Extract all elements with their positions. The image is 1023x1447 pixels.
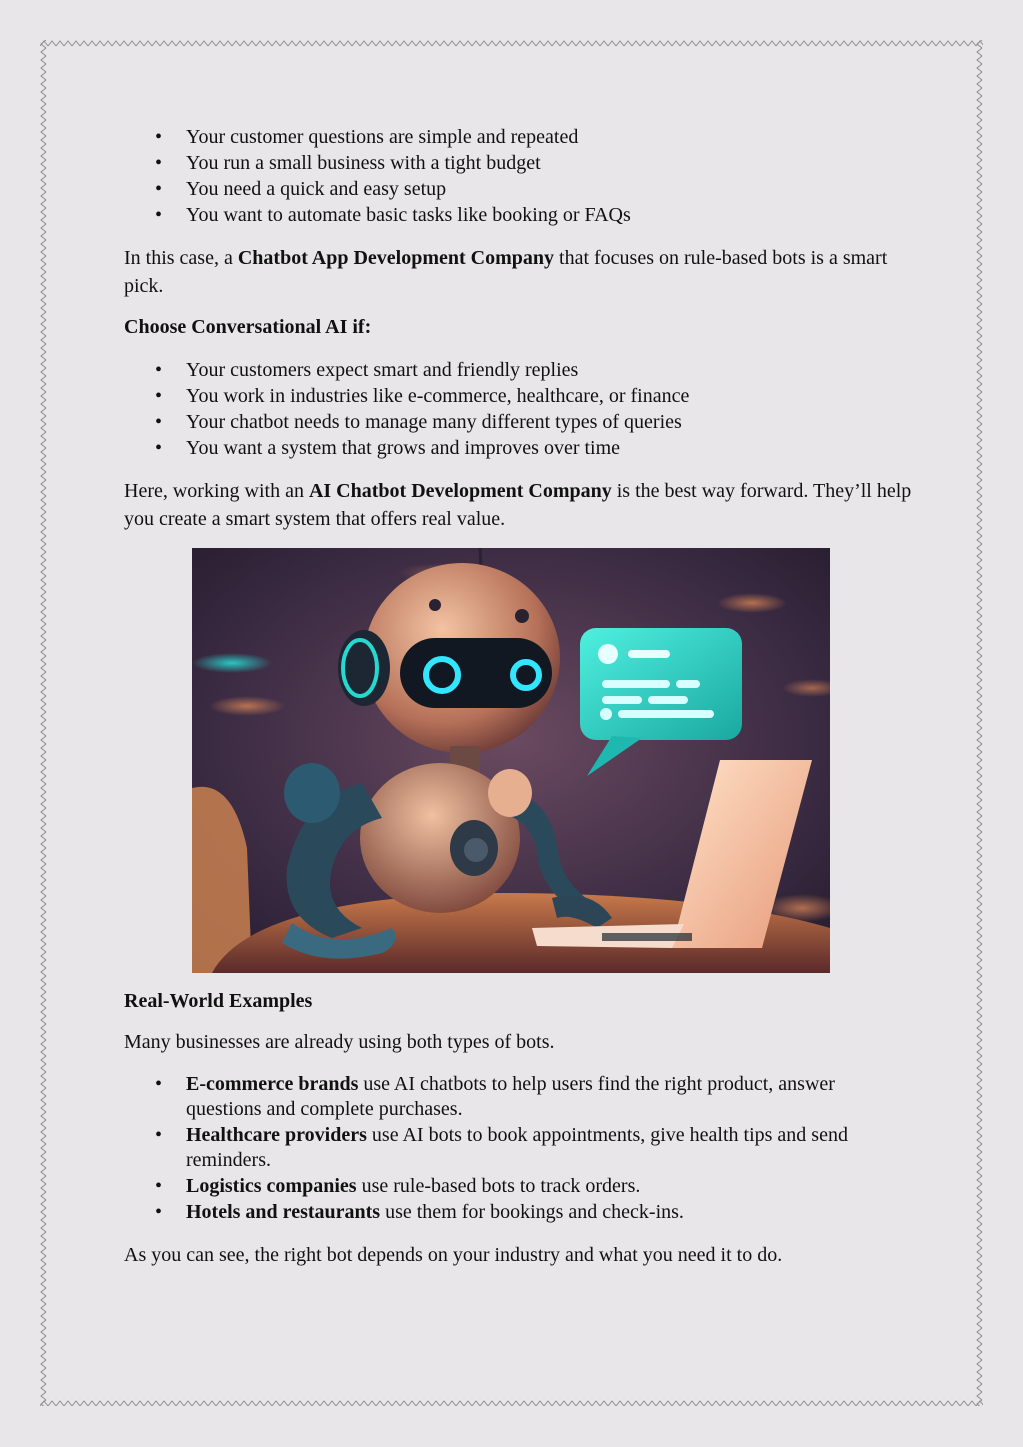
list-item bbox=[124, 1123, 914, 1173]
list-item: • You run a small business with a tight budget bbox=[124, 150, 914, 176]
robot-illustration bbox=[192, 548, 830, 973]
section-heading bbox=[124, 314, 914, 340]
bold-text: E-commerce brands bbox=[186, 1073, 359, 1095]
document-body bbox=[124, 124, 914, 533]
list-item: • Your customer questions are simple and repeated bbox=[124, 124, 914, 150]
bold-text: Healthcare providers bbox=[186, 1124, 367, 1146]
list-item bbox=[124, 1200, 914, 1225]
list-item: • Your customers expect smart and friendly replies bbox=[124, 357, 914, 383]
list-item: • You want to automate basic tasks like booking or FAQs bbox=[124, 202, 914, 228]
text: is the best way forward. They’ll help you create a smart system that offers real value. bbox=[124, 480, 912, 530]
bold-text: Chatbot App Development Company bbox=[237, 247, 555, 269]
bold-text: AI Chatbot Development Company bbox=[308, 480, 612, 502]
text: In this case, a bbox=[124, 247, 238, 269]
text: use AI chatbots to help users find the right product, answer questions and complete purchases. bbox=[186, 1073, 835, 1120]
rule-based-criteria-list bbox=[124, 124, 914, 228]
text: use rule-based bots to track orders. bbox=[356, 1175, 641, 1197]
paragraph-rule-based bbox=[124, 244, 914, 300]
text: that focuses on rule-based bots is a smart pick. bbox=[124, 247, 888, 297]
conversational-ai-criteria-list bbox=[124, 357, 914, 461]
section-heading bbox=[124, 988, 914, 1014]
heading-text: Choose Conversational AI if: bbox=[124, 316, 372, 338]
paragraph-ai-chatbot bbox=[124, 477, 914, 533]
text: Here, working with an bbox=[124, 480, 309, 502]
document-body-lower bbox=[124, 988, 914, 1268]
paragraph-conclusion: As you can see, the right bot depends on your industry and what you need it to do. bbox=[124, 1244, 783, 1266]
list-item: • You want a system that grows and improves over time bbox=[124, 435, 914, 461]
list-item: • Your chatbot needs to manage many different types of queries bbox=[124, 409, 914, 435]
list-item bbox=[124, 1072, 914, 1122]
bold-text: Hotels and restaurants bbox=[186, 1201, 381, 1223]
text: use them for bookings and check-ins. bbox=[380, 1201, 684, 1223]
bold-text: Logistics companies bbox=[186, 1175, 357, 1197]
heading-text: Real-World Examples bbox=[124, 990, 313, 1012]
paragraph-intro: Many businesses are already using both types of bots. bbox=[124, 1031, 555, 1053]
text: use AI bots to book appointments, give health tips and send reminders. bbox=[186, 1124, 848, 1171]
examples-list bbox=[124, 1072, 914, 1225]
list-item: • You need a quick and easy setup bbox=[124, 176, 914, 202]
list-item: • You work in industries like e-commerce, healthcare, or finance bbox=[124, 383, 914, 409]
list-item bbox=[124, 1174, 914, 1199]
